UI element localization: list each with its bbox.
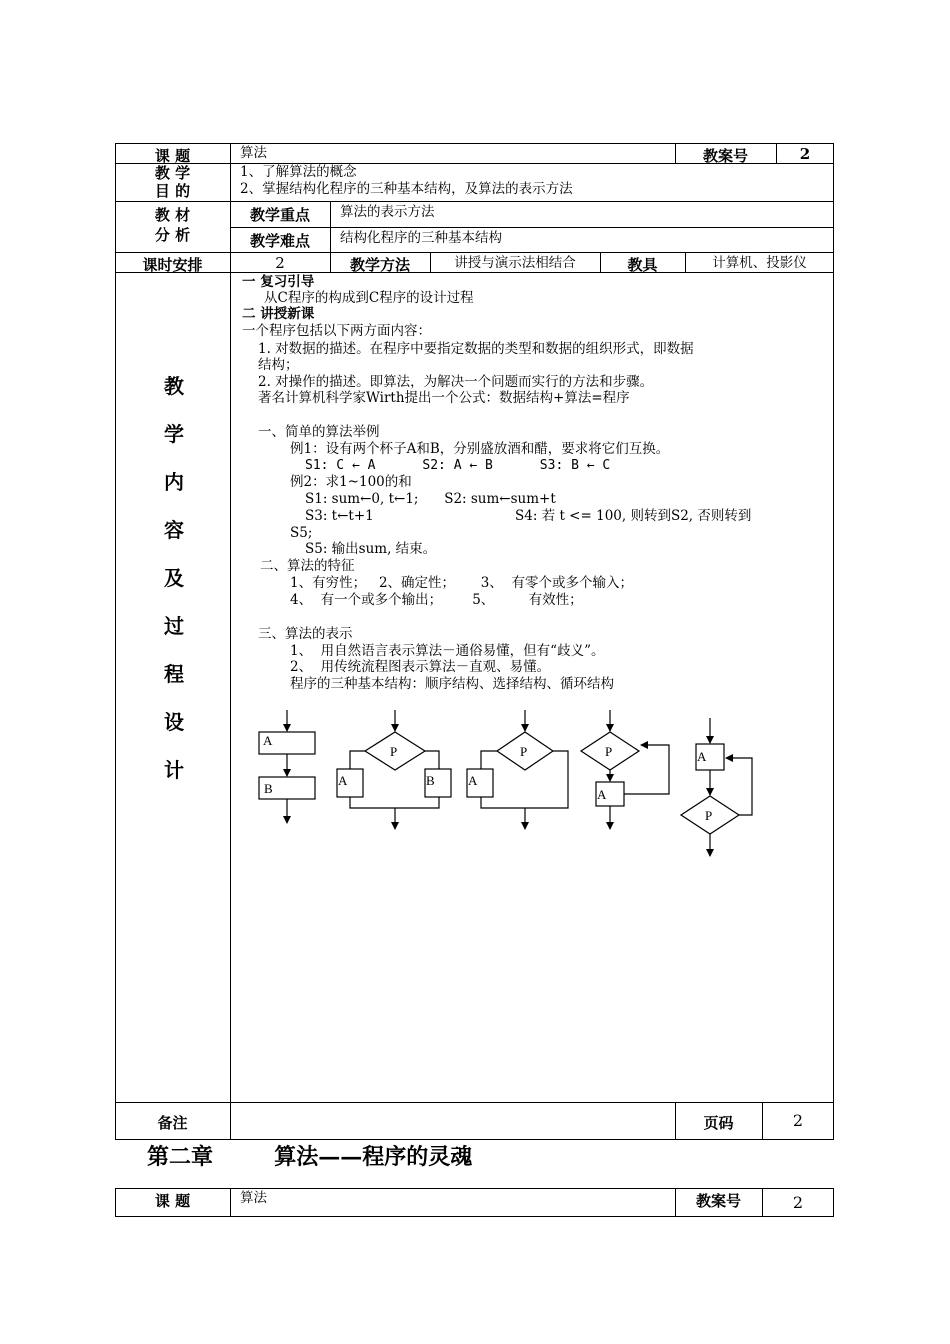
content-line: 4、 有一个或多个输出； 5、 有效性； [290,592,583,608]
content-line: 1、有穷性； 2、确定性； 3、 有零个或多个输入； [290,575,633,591]
page-value: 2 [792,1111,804,1130]
content-label-char: 设 [164,710,184,734]
key-value: 算法的表示方法 [340,204,435,220]
content-label-char: 程 [164,662,184,686]
content-line: 1. 对数据的描述。在程序中要指定数据的类型和数据的组织形式，即数据 [258,341,694,357]
content-label-char: 过 [164,614,184,638]
content-label-char: 计 [164,758,184,782]
material-label-2: 分 析 [154,226,191,244]
do-while-loop-diagram [681,718,752,856]
flow-label-p: P [605,744,613,759]
plan-no-value: 2 [792,1193,804,1212]
page-label: 页码 [703,1114,734,1132]
objective-2: 2、掌握结构化程序的三种基本结构，及算法的表示方法 [240,181,573,197]
content-label-char: 内 [164,470,184,494]
flow-label-p: P [520,744,528,759]
topic-value: 算法 [240,1190,267,1206]
flow-label-b: B [264,781,273,796]
plan-no-label: 教案号 [695,1192,741,1210]
content-line: S5: 输出sum, 结束。 [305,541,437,557]
topic-label: 课 题 [154,1192,191,1210]
content-line: S5; [290,525,313,541]
content-line: S1: sum←0, t←1; S2: sum←sum+t [305,491,556,507]
plan-no-value: 2 [799,145,811,163]
section-review-line: 从C程序的构成到C程序的设计过程 [264,290,474,306]
remark-label: 备注 [157,1114,188,1132]
content-label-char: 及 [164,566,184,590]
section-new-title: 二 讲授新课 [242,306,315,322]
content-line: 2、 用传统流程图表示算法－直观、易懂。 [290,659,551,675]
flow-label-b: B [426,773,435,788]
chapter-title: 第二章 算法——程序的灵魂 [147,1144,473,1170]
single-branch-selection-diagram [467,710,568,829]
difficulty-label: 教学难点 [249,232,310,250]
method-label: 教学方法 [349,256,410,274]
plan-no-label: 教案号 [702,147,748,165]
section-review-title: 一 复习引导 [242,274,315,290]
difficulty-value: 结构化程序的三种基本结构 [340,230,502,246]
method-value: 讲授与演示法相结合 [454,255,576,271]
content-line: S1: C ← A S2: A ← B S3: B ← C [305,458,611,473]
content-line: S4: 若 t <= 100, 则转到S2, 否则转到 [515,508,752,524]
flow-label-p: P [705,808,713,823]
content-line: 程序的三种基本结构：顺序结构、选择结构、循环结构 [290,676,614,692]
flow-label-a: A [597,787,607,802]
content-label-char: 教 [164,374,184,398]
content-line: 三、算法的表示 [258,626,353,642]
content-line: 一个程序包括以下两方面内容： [242,323,431,339]
flow-label-a: A [697,749,707,764]
topic-value: 算法 [240,145,267,161]
tools-value: 计算机、投影仪 [712,255,807,271]
flow-label-a: A [338,773,348,788]
sequence-structure-diagram [259,710,315,823]
objective-label-2: 目 的 [154,182,191,200]
while-loop-diagram [581,710,669,829]
objective-label-1: 教 学 [154,164,191,182]
objective-1: 1、了解算法的概念 [240,164,357,180]
content-line: 2. 对操作的描述。即算法，为解决一个问题而实行的方法和步骤。 [258,374,654,390]
flow-label-a: A [468,773,478,788]
content-label-char: 容 [164,518,184,542]
content-line: 二、算法的特征 [260,558,355,574]
content-label-char: 学 [164,422,184,446]
content-line: 例1：设有两个杯子A和B，分别盛放酒和醋，要求将它们互换。 [290,441,670,457]
hours-label: 课时安排 [142,256,203,274]
content-line: 一、简单的算法举例 [258,424,380,440]
content-line: 例2：求1~100的和 [290,474,412,490]
topic-label: 课 题 [154,147,191,165]
key-label: 教学重点 [249,206,310,224]
content-line: 结构； [258,357,299,373]
selection-structure-diagram [337,710,451,829]
flow-label-a: A [263,733,273,748]
hours-value: 2 [275,254,285,272]
content-line: S3: t←t+1 [305,508,374,524]
content-line: 1、 用自然语言表示算法－通俗易懂，但有“歧义”。 [290,643,605,659]
col-divider [230,1188,231,1217]
flow-label-p: P [390,744,398,759]
tools-label: 教具 [627,256,658,274]
content-line: 著名计算机科学家Wirth提出一个公式：数据结构+算法=程序 [258,390,630,406]
material-label-1: 教 材 [154,206,191,224]
